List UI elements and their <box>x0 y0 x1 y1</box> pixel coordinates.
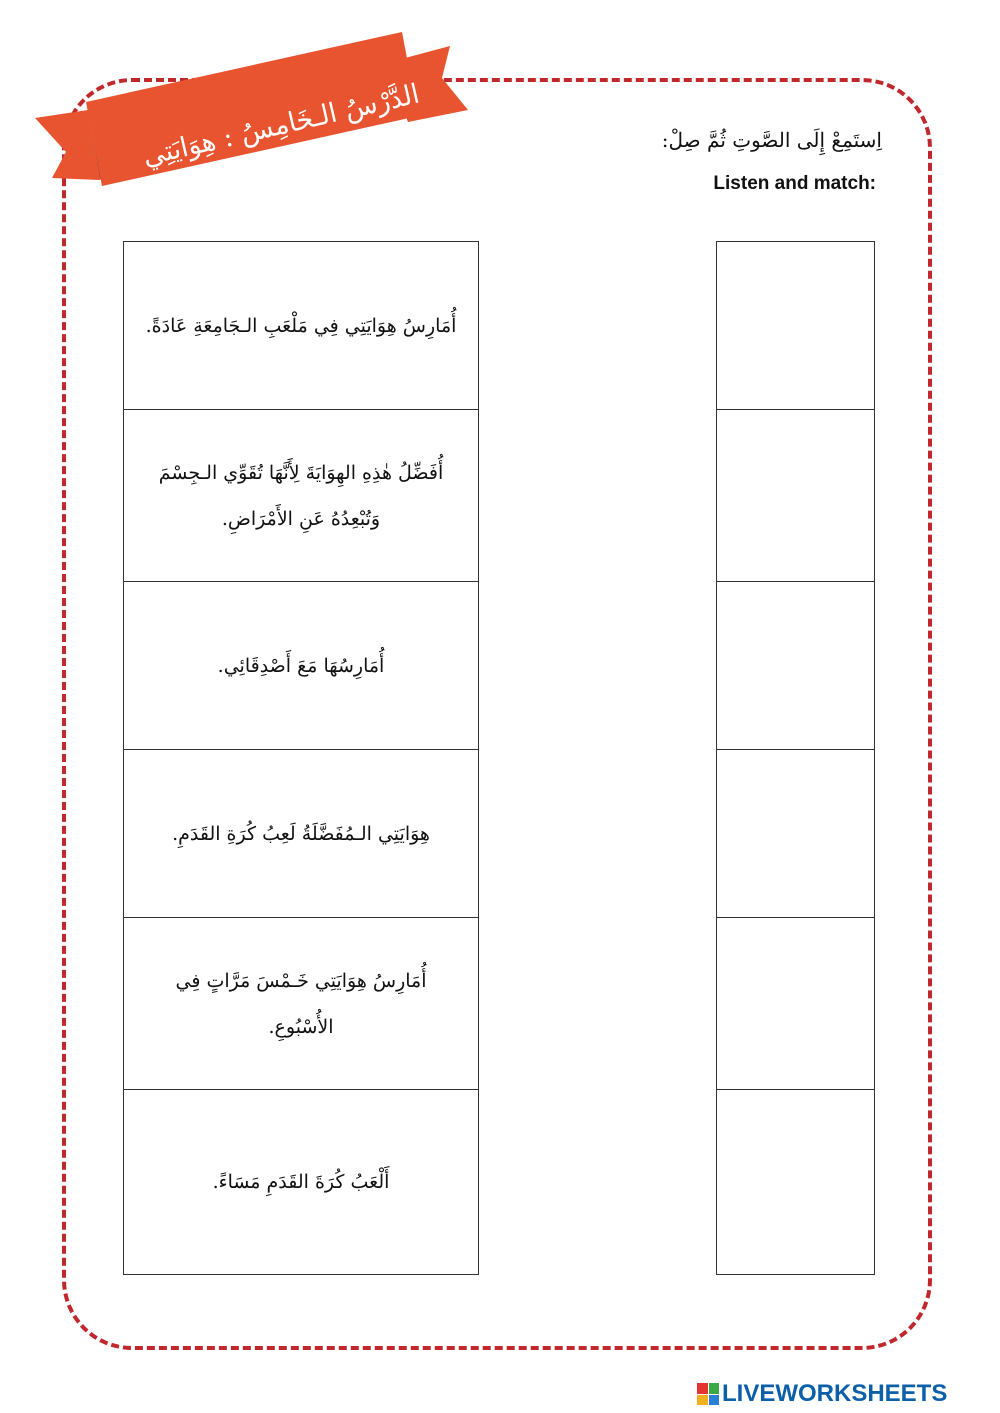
sentence-text: أُمَارِسُهَا مَعَ أَصْدِقَائِي. <box>217 654 385 677</box>
sentences-column <box>123 241 479 1275</box>
sentence-row <box>124 582 478 750</box>
liveworksheets-brand-text: LIVEWORKSHEETS <box>722 1380 948 1407</box>
sentence-row <box>124 1090 478 1274</box>
audio-match-slot[interactable] <box>717 918 874 1090</box>
instruction-english: Listen and match: <box>713 173 876 194</box>
sentence-text: أُمَارِسُ هِوَايَتِي خَـمْسَ مَرَّاتٍ فِي الأُسْبُوعِ. <box>175 969 427 1038</box>
sentence-text: أَلْعَبُ كُرَةَ القَدَمِ مَسَاءً. <box>212 1171 390 1193</box>
sentence-row <box>124 750 478 918</box>
audio-match-column <box>716 241 875 1275</box>
sentence-row <box>124 242 478 410</box>
sentence-row <box>124 918 478 1090</box>
lesson-title: الدَّرْسُ الـخَامِسُ : هِوَايَتِي <box>139 78 423 172</box>
instruction-arabic: اِستَمِعْ إِلَى الصَّوتِ ثُمَّ صِلْ: <box>661 128 882 152</box>
liveworksheets-logo-icon <box>697 1383 719 1405</box>
audio-match-slot[interactable] <box>717 410 874 582</box>
sentence-text: أُمَارِسُ هِوَايَتِي فِي مَلْعَبِ الـجَامِعَةِ عَادَةً. <box>145 314 457 337</box>
liveworksheets-logo[interactable] <box>697 1380 947 1408</box>
audio-match-slot[interactable] <box>717 1090 874 1274</box>
audio-match-slot[interactable] <box>717 750 874 918</box>
audio-match-slot[interactable] <box>717 242 874 410</box>
sentence-text: هِوَايَتِي الـمُفَضَّلَةُ لَعِبُ كُرَةِ القَدَمِ. <box>172 822 430 845</box>
audio-match-slot[interactable] <box>717 582 874 750</box>
sentence-text: أُفَضِّلُ هٰذِهِ الهِوَايَةَ لِأَنَّهَا تُقَوِّي الـجِسْمَ وَتُبْعِدُهُ عَنِ الأَمْرَاضِ. <box>158 461 444 530</box>
sentence-row <box>124 410 478 582</box>
